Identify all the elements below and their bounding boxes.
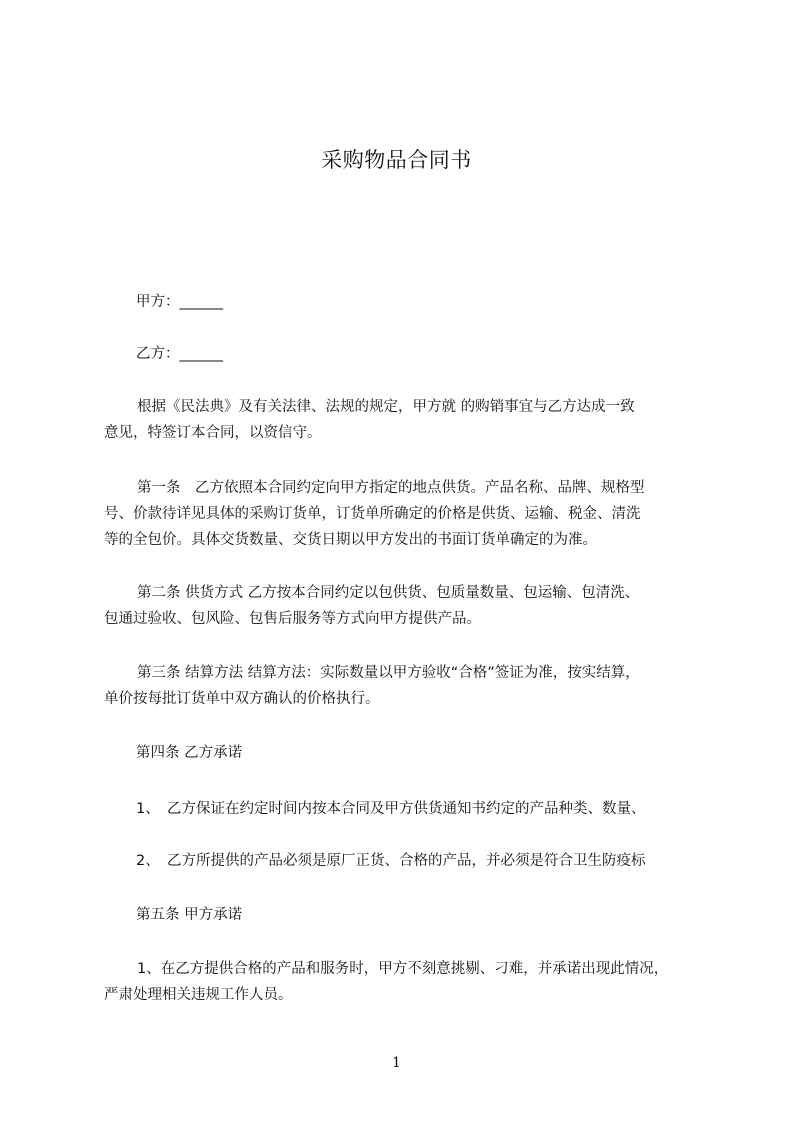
article-4-item-2: 2、 乙方所提供的产品必须是原厂正货、合格的产品，并必须是符合卫生防疫标: [136, 853, 646, 869]
article-2-line-1: 第二条 供货方式 乙方按本合同约定以包供货、包质量数量、包运输、包清洗、: [137, 585, 640, 601]
document-title: 采购物品合同书: [321, 148, 472, 172]
article-4-heading: 第四条 乙方承诺: [136, 745, 243, 761]
article-5-item-1: [104, 956, 714, 1008]
intro-paragraph: [104, 394, 714, 446]
article-5-item-1-line-2: 严肃处理相关违规工作人员。: [104, 987, 293, 1003]
page-number: 1: [392, 1055, 401, 1071]
article-2-paragraph: [104, 580, 714, 632]
article-2-line-2: 包通过验收、包风险、包售后服务等方式向甲方提供产品。: [104, 611, 481, 627]
article-1-line-3: 等的全包价。具体交货数量、交货日期以甲方发出的书面订货单确定的为准。: [104, 532, 597, 548]
intro-line-2: 意见，特签订本合同，以资信守。: [104, 425, 322, 441]
party-b-line: 乙方：______: [136, 346, 223, 362]
party-a-line: 甲方：______: [136, 294, 223, 310]
article-1-paragraph: [104, 475, 714, 553]
article-1-line-2: 号、价款待详见具体的采购订货单，订货单所确定的价格是供货、运输、税金、清洗: [104, 506, 641, 522]
article-5-heading: 第五条 甲方承诺: [136, 907, 243, 923]
article-3-line-2: 单价按每批订货单中双方确认的价格执行。: [104, 691, 380, 707]
article-3-paragraph: [104, 660, 714, 712]
article-1-line-1: 第一条 乙方依照本合同约定向甲方指定的地点供货。产品名称、品牌、规格型: [137, 480, 645, 496]
article-4-item-1: 1、 乙方保证在约定时间内按本合同及甲方供货通知书约定的产品种类、数量、: [136, 801, 646, 817]
intro-line-1: 根据《民法典》及有关法律、法规的规定，甲方就 的购销事宜与乙方达成一致: [137, 399, 635, 415]
article-5-item-1-line-1: 1、在乙方提供合格的产品和服务时，甲方不刻意挑剔、刁难，并承诺出现此情况，: [137, 961, 669, 977]
article-3-line-1: 第三条 结算方法 结算方法：实际数量以甲方验收“合格”签证为准，按实结算，: [137, 665, 640, 681]
